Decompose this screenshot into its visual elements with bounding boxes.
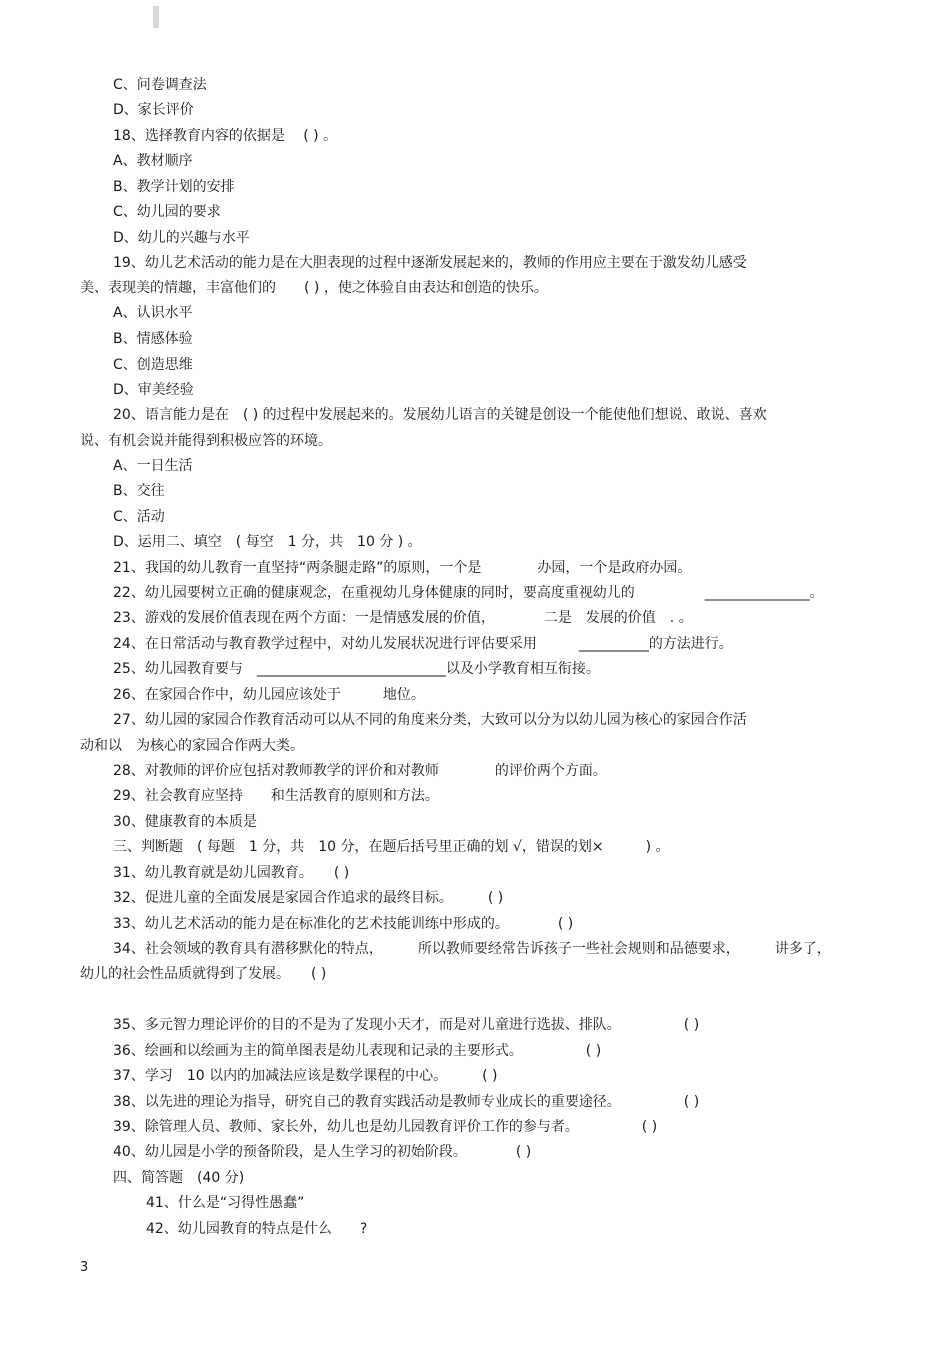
question-38: 38、以先进的理论为指导，研究自己的教育实践活动是教师专业成长的重要途径。 ( ) [113,1094,700,1110]
option-b-19: B、情感体验 [113,331,193,347]
question-40: 40、幼儿园是小学的预备阶段，是人生学习的初始阶段。 ( ) [113,1144,532,1160]
question-34: 34、社会领域的教育具有潜移默化的特点， 所以教师要经常告诉孩子一些社会规则和品德要求， 讲多了， [113,941,831,957]
option-c-17: C、问卷调查法 [113,77,207,93]
question-29: 29、社会教育应坚持 和生活教育的原则和方法。 [113,788,439,804]
question-31: 31、幼儿教育就是幼儿园教育。 ( ) [113,865,350,881]
question-20-cont: 说、有机会说并能得到积极应答的环境。 [80,433,332,449]
question-25: 25、幼儿园教育要与 ___________________________以及小学教育相互衔接。 [113,661,600,677]
question-37: 37、学习 10 以内的加减法应该是数学课程的中心。 ( ) [113,1068,498,1084]
question-36: 36、绘画和以绘画为主的简单图表是幼儿表现和记录的主要形式。 ( ) [113,1043,602,1059]
option-c-19: C、创造思维 [113,357,193,373]
question-34-cont: 幼儿的社会性品质就得到了发展。 ( ) [80,966,327,982]
page-number: 3 [80,1260,89,1275]
question-26: 26、在家园合作中，幼儿园应该处于 地位。 [113,687,425,703]
question-28: 28、对教师的评价应包括对教师教学的评价和对教师 的评价两个方面。 [113,763,607,779]
question-27-cont: 动和以 为核心的家园合作两大类。 [80,738,304,754]
option-c-18: C、幼儿园的要求 [113,204,221,220]
scan-mark [153,6,159,28]
question-27: 27、幼儿园的家园合作教育活动可以从不同的角度来分类，大致可以分为以幼儿园为核心的家园合作活 [113,712,747,728]
option-d-20-section-2: D、运用二、填空 ( 每空 1 分，共 10 分 ) 。 [113,534,422,550]
question-33: 33、幼儿艺术活动的能力是在标准化的艺术技能训练中形成的。 ( ) [113,916,574,932]
option-d-17: D、家长评价 [113,102,194,118]
question-35: 35、多元智力理论评价的目的不是为了发现小天才，而是对儿童进行选拔、排队。 ( ) [113,1017,700,1033]
question-24: 24、在日常活动与教育教学过程中，对幼儿发展状况进行评估要采用 __________的方法进行。 [113,636,733,652]
question-42: 42、幼儿园教育的特点是什么 ? [146,1221,368,1237]
option-a-20: A、一日生活 [113,458,193,474]
question-30: 30、健康教育的本质是 [113,814,257,830]
option-b-20: B、交往 [113,483,165,499]
option-d-19: D、审美经验 [113,382,194,398]
question-32: 32、促进儿童的全面发展是家园合作追求的最终目标。 ( ) [113,890,504,906]
option-a-18: A、教材顺序 [113,153,193,169]
question-21: 21、我国的幼儿教育一直坚持“两条腿走路”的原则，一个是 办园，一个是政府办园。 [113,560,692,576]
question-19: 19、幼儿艺术活动的能力是在大胆表现的过程中逐渐发展起来的，教师的作用应主要在于激发幼儿感受 [113,255,747,271]
option-c-20: C、活动 [113,509,165,525]
section-3-heading: 三、判断题 ( 每题 1 分，共 10 分，在题后括号里正确的划 √，错误的划× ) 。 [113,839,670,855]
section-4-heading: 四、简答题 (40 分) [113,1170,245,1186]
question-18: 18、选择教育内容的依据是 ( ) 。 [113,128,338,144]
question-39: 39、除管理人员、教师、家长外，幼儿也是幼儿园教育评价工作的参与者。 ( ) [113,1119,658,1135]
question-41: 41、什么是“习得性愚蠢” [146,1195,305,1211]
question-23: 23、游戏的发展价值表现在两个方面：一是情感发展的价值， 二是 发展的价值 . 。 [113,610,693,626]
question-22: 22、幼儿园要树立正确的健康观念，在重视幼儿身体健康的同时，要高度重视幼儿的 _______________。 [113,585,824,601]
question-20: 20、语言能力是在 ( ) 的过程中发展起来的。发展幼儿语言的关键是创设一个能使他们想说、敢说、喜欢 [113,407,767,423]
option-b-18: B、教学计划的安排 [113,179,235,195]
option-a-19: A、认识水平 [113,305,193,321]
option-d-18: D、幼儿的兴趣与水平 [113,230,250,246]
question-19-cont: 美、表现美的情趣，丰富他们的 ( ) ，使之体验自由表达和创造的快乐。 [80,280,548,296]
